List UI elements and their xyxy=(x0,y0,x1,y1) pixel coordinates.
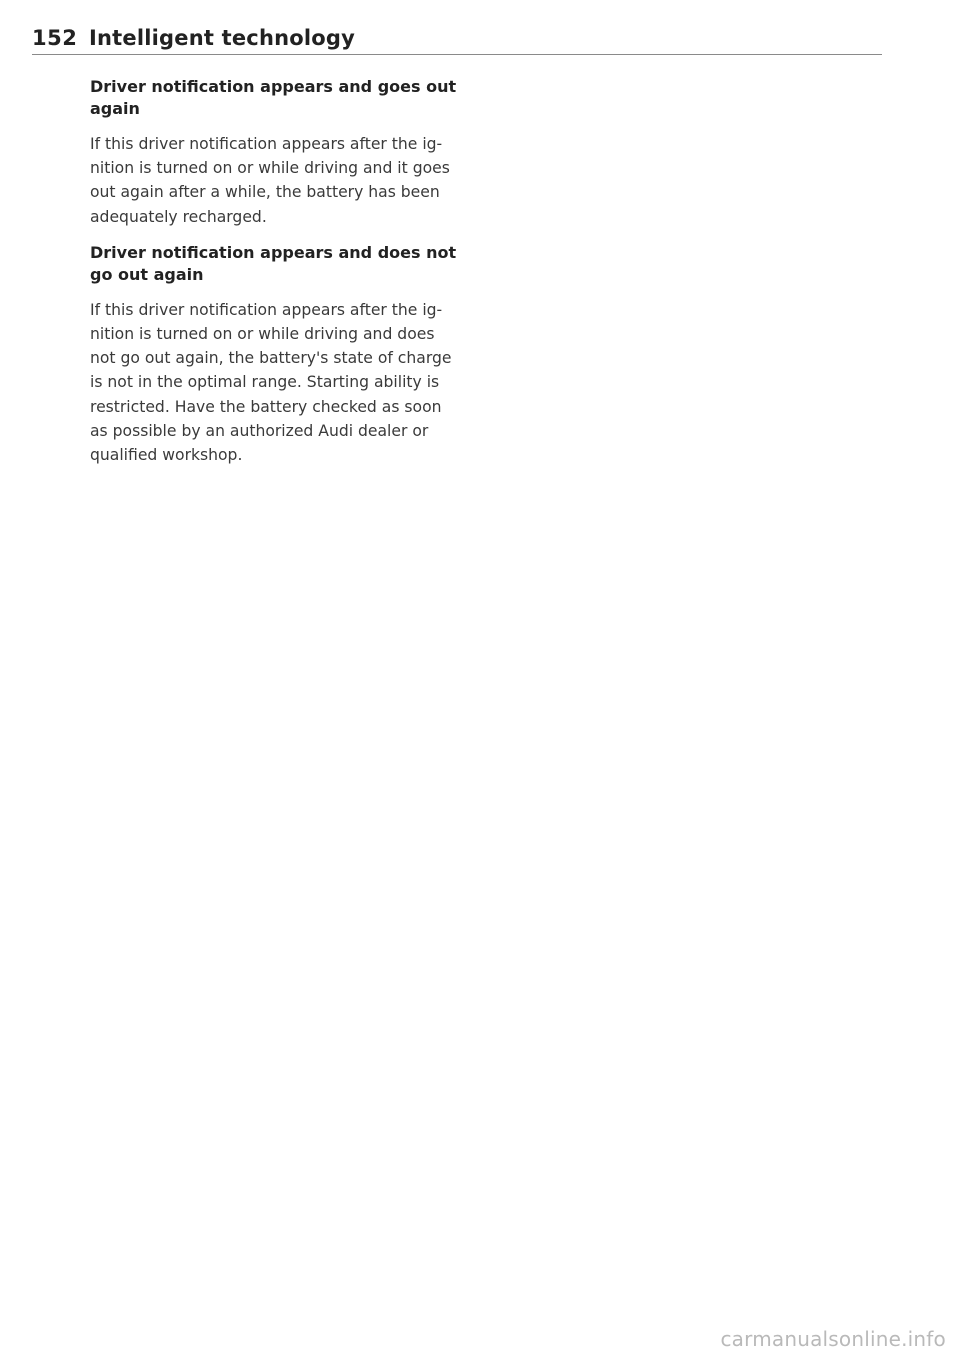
page-content xyxy=(90,76,480,480)
section-goes-out-again xyxy=(90,76,480,229)
page-header xyxy=(32,24,882,55)
section-does-not-go-out-again xyxy=(90,242,480,467)
page-number: 152 xyxy=(32,26,78,50)
subheading-does-not-go-out-again: Driver notification appears and does not go out again xyxy=(90,242,457,284)
subheading-goes-out-again: Driver notification appears and goes out again xyxy=(90,77,457,118)
watermark: carmanualsonline.info xyxy=(720,1327,946,1351)
paragraph-goes-out-again: If this driver notification appears after the ig- nition is turned on or while driving and it goes out again after a while, the battery has been adequately recharged. xyxy=(90,135,450,226)
paragraph-does-not-go-out-again: If this driver notification appears after the ig- nition is turned on or while driving and does not go out again, the battery's state of charge is not in the optimal range. Starting ability is restricted. Have the battery checked as soon as possible by an authorized Audi dealer or qualified workshop. xyxy=(90,300,452,465)
section-title: Intelligent technology xyxy=(89,26,356,50)
